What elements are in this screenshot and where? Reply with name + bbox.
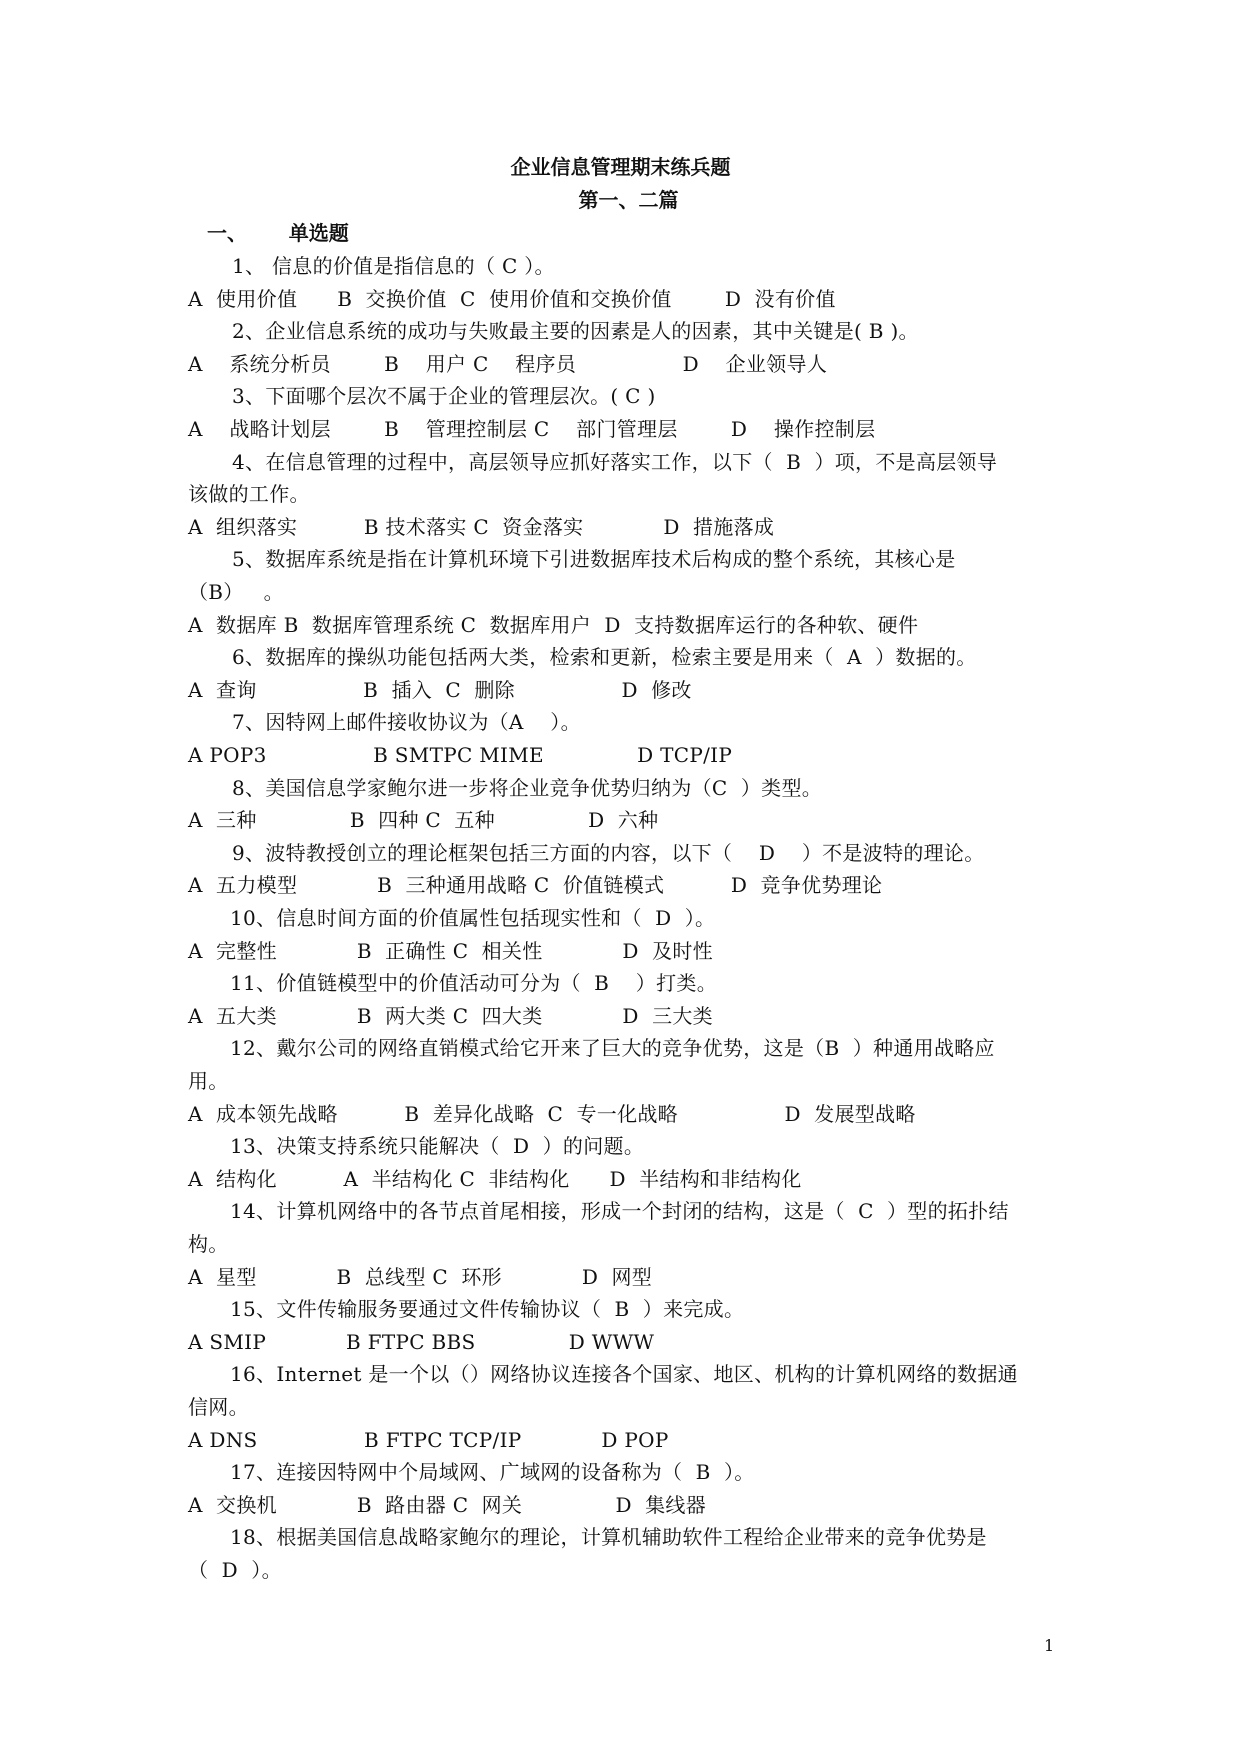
continuation-line: 构。 [188, 1232, 229, 1256]
options-line: A POP3 B SMTPC MIME D TCP/IP [188, 743, 733, 767]
options-line: A SMIP B FTPC BBS D WWW [188, 1329, 655, 1354]
options-line: A 使用价值 B 交换价值 C 使用价值和交换价值 D 没有价值 [188, 286, 836, 311]
continuation-line: （B） 。 [188, 580, 284, 604]
options-line: A 查询 B 插入 C 删除 D 修改 [188, 677, 692, 702]
question-line: 15、文件传输服务要通过文件传输协议（ B ）来完成。 [230, 1297, 745, 1322]
options-line: A 完整性 B 正确性 C 相关性 D 及时性 [188, 938, 713, 963]
section-heading: 一、 单选题 [207, 221, 349, 245]
question-line: 16、Internet 是一个以（）网络协议连接各个国家、地区、机构的计算机网络的数据通 [230, 1362, 1018, 1387]
question-line: 17、连接因特网中个局域网、广域网的设备称为（ B ）。 [230, 1460, 755, 1485]
question-line: 4、在信息管理的过程中，高层领导应抓好落实工作，以下（ B ）项，不是高层领导 [232, 449, 998, 474]
document-title: 企业信息管理期末练兵题 [510, 155, 731, 179]
options-line: A 星型 B 总线型 C 环形 D 网型 [188, 1264, 653, 1289]
continuation-line: 用。 [188, 1069, 229, 1093]
question-line: 2、企业信息系统的成功与失败最主要的因素是人的因素，其中关键是( B )。 [232, 319, 919, 344]
question-line: 1、 信息的价值是指信息的（ C ）。 [232, 254, 555, 278]
question-line: 10、信息时间方面的价值属性包括现实性和（ D ）。 [230, 906, 716, 930]
options-line: A 结构化 A 半结构化 C 非结构化 D 半结构和非结构化 [188, 1166, 802, 1191]
question-line: 6、数据库的操纵功能包括两大类，检索和更新，检索主要是用来（ A ）数据的。 [232, 645, 977, 670]
options-line: A 成本领先战略 B 差异化战略 C 专一化战略 D 发展型战略 [188, 1101, 916, 1126]
continuation-line: 信网。 [188, 1395, 249, 1419]
options-line: A DNS B FTPC TCP/IP D POP [188, 1427, 669, 1452]
options-line: A 数据库 B 数据库管理系统 C 数据库用户 D 支持数据库运行的各种软、硬件 [188, 612, 919, 637]
continuation-line: （ D ）。 [188, 1558, 282, 1582]
continuation-line: 该做的工作。 [188, 482, 310, 507]
question-line: 3、下面哪个层次不属于企业的管理层次。( C ) [232, 384, 656, 409]
options-line: A 组织落实 B 技术落实 C 资金落实 D 措施落成 [188, 514, 775, 539]
question-line: 11、价值链模型中的价值活动可分为（ B ）打类。 [230, 971, 717, 996]
options-line: A 五力模型 B 三种通用战略 C 价值链模式 D 竞争优势理论 [188, 873, 883, 898]
options-line: A 交换机 B 路由器 C 网关 D 集线器 [188, 1492, 706, 1517]
question-line: 13、决策支持系统只能解决（ D ）的问题。 [230, 1134, 645, 1159]
question-line: 18、根据美国信息战略家鲍尔的理论，计算机辅助软件工程给企业带来的竞争优势是 [230, 1525, 987, 1550]
options-line: A 五大类 B 两大类 C 四大类 D 三大类 [188, 1003, 713, 1028]
question-line: 14、计算机网络中的各节点首尾相接，形成一个封闭的结构，这是（ C ）型的拓扑结 [230, 1199, 1009, 1224]
question-line: 12、戴尔公司的网络直销模式给它开来了巨大的竞争优势，这是（B ）种通用战略应 [230, 1036, 995, 1061]
question-line: 8、美国信息学家鲍尔进一步将企业竞争优势归纳为（C ）类型。 [232, 775, 823, 800]
question-line: 7、因特网上邮件接收协议为（A ）。 [232, 710, 581, 735]
options-line: A 系统分析员 B 用户 C 程序员 D 企业领导人 [188, 351, 828, 376]
document-subtitle: 第一、二篇 [578, 188, 679, 212]
question-line: 9、波特教授创立的理论框架包括三方面的内容，以下（ D ）不是波特的理论。 [232, 840, 985, 865]
question-line: 5、数据库系统是指在计算机环境下引进数据库技术后构成的整个系统，其核心是 [232, 547, 956, 572]
options-line: A 战略计划层 B 管理控制层 C 部门管理层 D 操作控制层 [188, 417, 876, 441]
options-line: A 三种 B 四种 C 五种 D 六种 [188, 808, 659, 833]
page-number: 1 [1044, 1636, 1055, 1655]
